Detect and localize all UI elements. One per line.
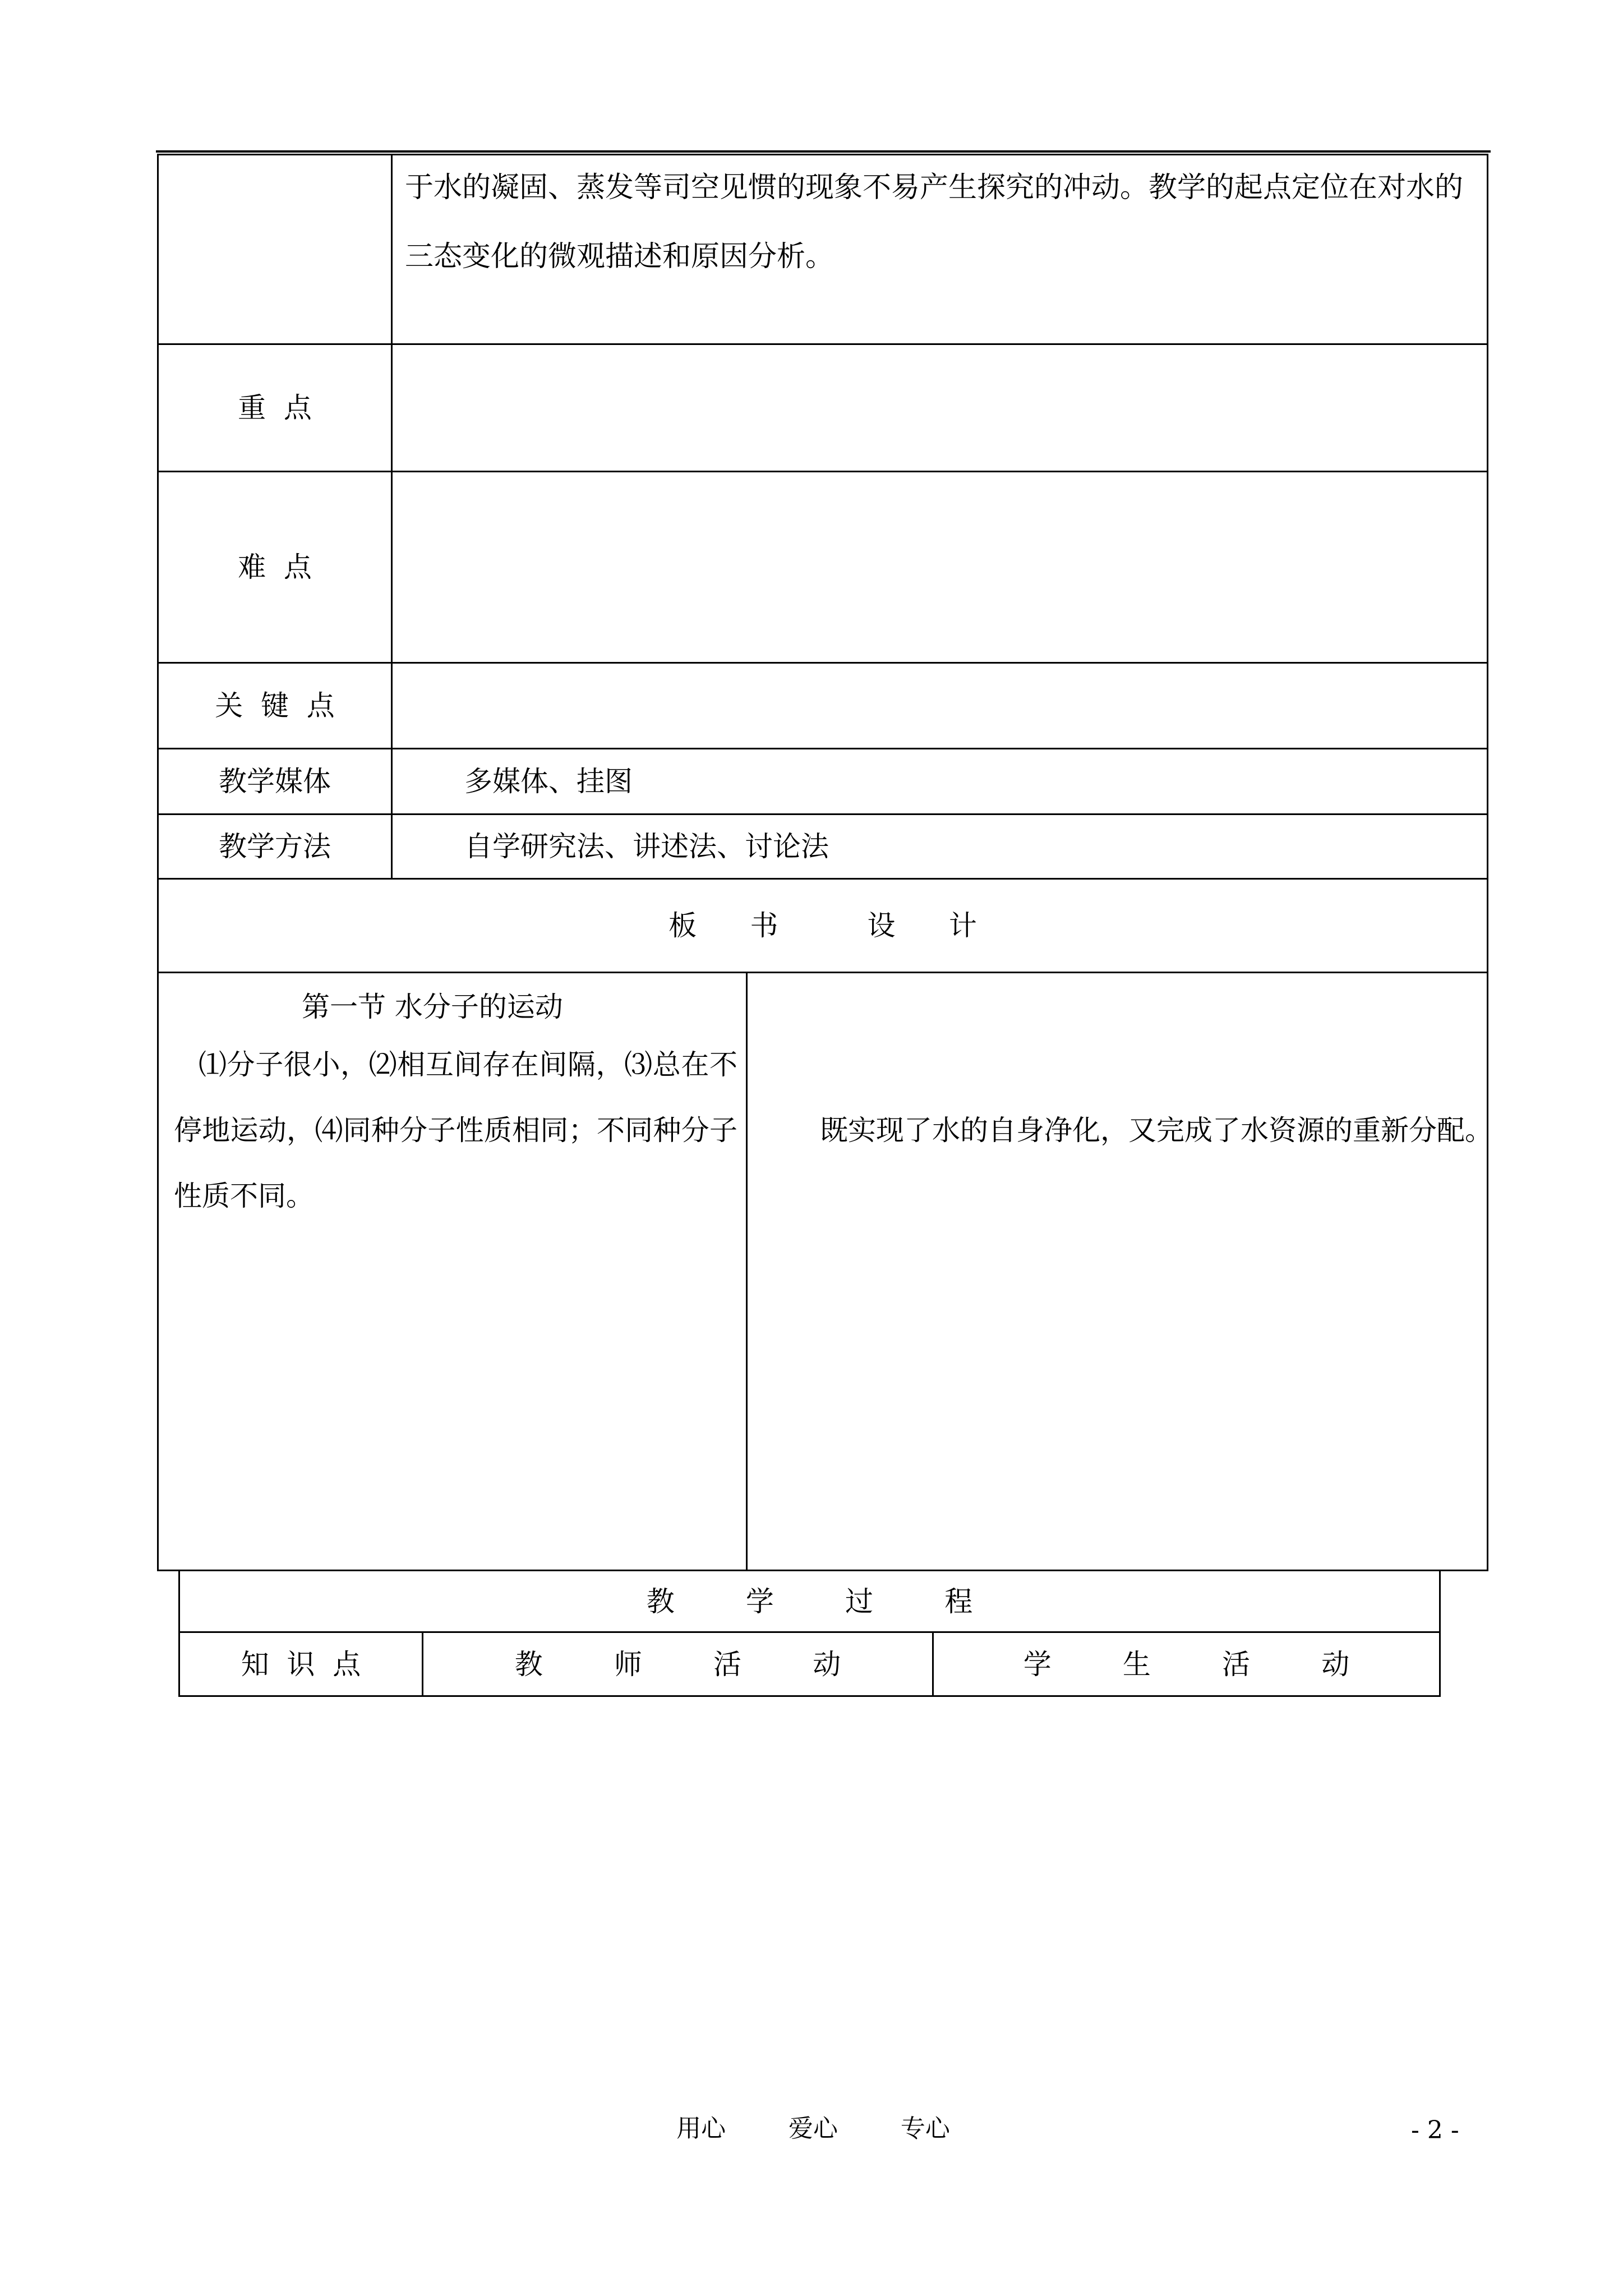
- process-border-right: [1439, 1570, 1441, 1697]
- column-header-teacher: 教 师 活 动: [514, 1648, 841, 1681]
- row-value-method: 自学研究法、讲述法、讨论法: [464, 830, 829, 863]
- row-value-nandian: [393, 472, 1487, 662]
- board-left-text: ⑴分子很小，⑵相互间存在间隔，⑶总在不停地运动，⑷同种分子性质相同；不同种分子性质不同。: [174, 1048, 737, 1212]
- header-rule: [156, 150, 1491, 153]
- row-label-media: 教学媒体: [219, 765, 331, 798]
- row-label-guanjiandian: 关 键 点: [215, 689, 335, 722]
- top-row-text: 于水的凝固、蒸发等司空见惯的现象不易产生探究的冲动。教学的起点定位在对水的三态变化的微观描述和原因分析。: [405, 171, 1464, 273]
- board-design-heading: 板 书 设 计: [668, 909, 977, 942]
- row-value-media: 多媒体、挂图: [464, 765, 633, 798]
- row-value-guanjiandian: [393, 664, 1487, 748]
- footer-motto: 用心 爱心 专心: [676, 2114, 950, 2143]
- column-header-knowledge: 知 识 点: [241, 1648, 361, 1681]
- teaching-process-heading: 教 学 过 程: [646, 1585, 973, 1618]
- row-label-nandian: 难 点: [238, 551, 312, 583]
- page-number: - 2 -: [1411, 2116, 1459, 2145]
- column-header-student: 学 生 活 动: [1023, 1648, 1350, 1681]
- table-border-right: [1487, 154, 1488, 1571]
- board-column-divider: [746, 972, 748, 1571]
- row-divider: [157, 972, 1488, 973]
- row-label-zhongdian: 重 点: [238, 392, 312, 424]
- row-value-zhongdian: [393, 345, 1487, 471]
- row-label-method: 教学方法: [219, 830, 331, 863]
- board-left-title: 第一节 水分子的运动: [302, 991, 563, 1023]
- board-right-text: 既实现了水的自身净化，又完成了水资源的重新分配。: [820, 1114, 1493, 1147]
- process-border-bottom: [178, 1695, 1441, 1697]
